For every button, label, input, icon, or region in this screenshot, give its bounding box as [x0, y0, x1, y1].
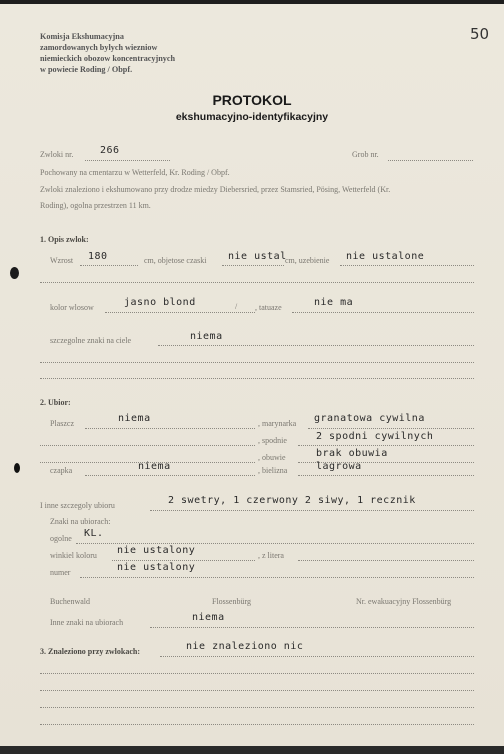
buchenwald-label: Buchenwald: [50, 597, 90, 606]
uzebienie-label: cm, uzebienie: [285, 256, 330, 265]
winkiel-value: nie ustalony: [117, 545, 196, 556]
tatuaze-value: nie ma: [314, 297, 354, 308]
znaleziono-text-2: Roding), ogolna przestrzen 11 km.: [40, 201, 151, 210]
org-header-line-3: niemieckich obozow koncentracyjnych: [40, 54, 176, 63]
section-3-line: [160, 656, 474, 657]
grob-label: Grob nr.: [352, 150, 379, 159]
plaszcz-value: niema: [118, 413, 151, 424]
litera-label: , z litera: [258, 551, 284, 560]
bielizna-value: lagrowa: [316, 461, 362, 472]
section-3-line-4: [40, 707, 474, 708]
wlosy-label: kolor wlosow: [50, 303, 94, 312]
wzrost-label: Wzrost: [50, 256, 74, 265]
znaleziono-text-1: Zwloki znaleziono i ekshumowano przy drodze miedzy Diebersried, przez Stamsried, Pösing, Wetterfeld (Kr.: [40, 185, 391, 194]
plaszcz-label: Plaszcz: [50, 419, 74, 428]
scan-edge-bottom: [0, 746, 504, 754]
grob-line: [388, 160, 473, 161]
wzrost-line: [80, 265, 138, 266]
czapka-line: [85, 475, 255, 476]
tatuaze-label: , tatuaze: [255, 303, 282, 312]
wlosy-value: jasno blond: [124, 297, 196, 308]
section-3-line-3: [40, 690, 474, 691]
litera-line: [298, 560, 474, 561]
section-1-heading: 1. Opis zwlok:: [40, 235, 89, 244]
inne-ubior-value: 2 swetry, 1 czerwony 2 siwy, 1 recznik: [168, 495, 416, 506]
zwloki-label: Zwloki nr.: [40, 150, 74, 159]
ogolne-label: ogolne: [50, 534, 72, 543]
section-3-heading: 3. Znaleziono przy zwlokach:: [40, 647, 140, 656]
marynarka-value: granatowa cywilna: [314, 413, 425, 424]
inne-znaki-line: [150, 627, 474, 628]
wlosy-mark: /: [235, 302, 238, 311]
spodnie-value: 2 spodni cywilnych: [316, 431, 434, 442]
czapka-label: czapka: [50, 466, 73, 475]
ogolne-line: [76, 543, 474, 544]
winkiel-label: winkiel koloru: [50, 551, 97, 560]
znaki-cialo-label: szczegolne znaki na ciele: [50, 336, 132, 345]
org-header-line-1: Komisja Ekshumacyjna: [40, 32, 124, 41]
marynarka-line: [308, 428, 474, 429]
inne-znaki-label: Inne znaki na ubiorach: [50, 618, 124, 627]
numer-label: numer: [50, 568, 71, 577]
page-number: 50: [470, 25, 490, 43]
section-3-line-2: [40, 673, 474, 674]
document-title: PROTOKOL: [212, 92, 292, 108]
ubior-blank-line-1: [40, 445, 255, 446]
punch-hole-bottom: [14, 463, 20, 473]
znaki-cialo-value: niema: [190, 331, 223, 342]
section-3-value: nie znaleziono nic: [186, 641, 304, 652]
bielizna-line: [298, 475, 474, 476]
zwloki-line: [85, 160, 170, 161]
org-header-line-2: zamordowanych bylych wiezniow: [40, 43, 158, 52]
numer-value: nie ustalony: [117, 562, 196, 573]
tatuaze-line: [292, 312, 474, 313]
inne-ubior-label: I inne szczegoly ubioru: [40, 501, 115, 510]
punch-hole-top: [10, 267, 19, 279]
org-header-line-4: w powiecie Roding / Obpf.: [40, 65, 133, 74]
obuwie-label: , obuwie: [258, 453, 286, 462]
ogolne-value: KL.: [84, 528, 104, 539]
marynarka-label: , marynarka: [258, 419, 297, 428]
czaszka-value: nie ustal: [228, 251, 287, 262]
spodnie-label: , spodnie: [258, 436, 287, 445]
document-subtitle: ekshumacyjno-identyfikacyjny: [175, 111, 329, 123]
czaszka-label: cm, objetose czaski: [144, 256, 207, 265]
spodnie-line: [298, 445, 474, 446]
pochowany-text: Pochowany na cmentarzu w Wetterfeld, Kr. Roding / Obpf.: [40, 168, 230, 177]
wlosy-line: [105, 312, 255, 313]
znaki-ubior-label: Znaki na ubiorach:: [50, 517, 111, 526]
obuwie-value: brak obuwia: [316, 448, 388, 459]
opis-line-5: [40, 378, 474, 379]
plaszcz-line: [85, 428, 255, 429]
opis-line-2: [40, 282, 474, 283]
zwloki-value: 266: [100, 145, 120, 156]
uzebienie-line: [340, 265, 474, 266]
bielizna-label: , bielizna: [258, 466, 288, 475]
section-3-line-5: [40, 724, 474, 725]
opis-line-4: [40, 362, 474, 363]
uzebienie-value: nie ustalone: [346, 251, 425, 262]
znaki-cialo-line: [158, 345, 474, 346]
nr-ewakuacyjny-label: Nr. ewakuacyjny Flossenbürg: [356, 597, 452, 606]
section-2-heading: 2. Ubior:: [40, 398, 71, 407]
inne-znaki-value: niema: [192, 612, 225, 623]
flossenburg-label: Flossenbürg: [212, 597, 251, 606]
scan-edge-top: [0, 0, 504, 4]
inne-ubior-line: [150, 510, 474, 511]
wzrost-value: 180: [88, 251, 108, 262]
czapka-value: niema: [138, 461, 171, 472]
czaszka-line: [222, 265, 284, 266]
winkiel-line: [112, 560, 255, 561]
numer-line: [80, 577, 474, 578]
